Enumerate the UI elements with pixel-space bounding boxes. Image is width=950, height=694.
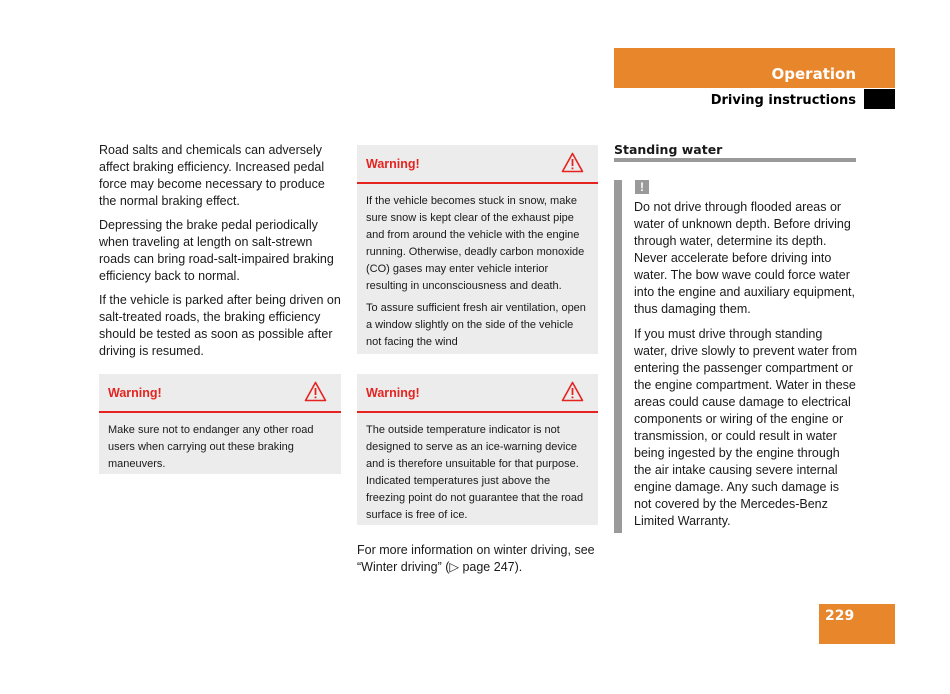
warning-triangle-icon [561, 152, 584, 173]
page-number-tab [819, 604, 895, 644]
warning-header [357, 145, 598, 184]
warning-text: To assure sufficient fresh air ventilation, open a window slightly on the side of the vehicle not facing the wind [366, 302, 586, 348]
section-title: Operation [771, 65, 856, 83]
warning-text: The outside temperature indicator is not designed to serve as an ice-warning device and is therefore unsuitable for that purpose. Indicated temperatures just above the freezing point do not guarantee that the road surface is free of ice. [366, 424, 584, 521]
warning-header [357, 374, 598, 413]
warning-label: Warning! [366, 157, 420, 171]
body-paragraph: If the vehicle is parked after being driven on salt-treated roads, the braking efficiency should be tested as soon as possible after driving is resumed. [99, 293, 341, 358]
page-number: 229 [825, 608, 855, 624]
section-tab [614, 48, 895, 88]
warning-text: Make sure not to endanger any other road users when carrying out these braking maneuvers. [108, 424, 314, 470]
chapter-marker [864, 89, 895, 109]
warning-header [99, 374, 341, 413]
standing-water-heading: Standing water [614, 142, 723, 157]
warning-label: Warning! [108, 386, 162, 400]
warning-label: Warning! [366, 386, 420, 400]
note-paragraph: Do not drive through flooded areas or water of unknown depth. Before driving through water, determine its depth. Never accelerate before driving into water. The bow wave could force water into the engine and auxiliary equipment, thus damaging them. [634, 200, 855, 316]
warning-box-braking [99, 374, 341, 474]
warning-box-temperature [357, 374, 598, 525]
warning-box-snow [357, 145, 598, 354]
warning-body [99, 413, 341, 473]
heading-rule [614, 158, 856, 162]
warning-text: If the vehicle becomes stuck in snow, make sure snow is kept clear of the exhaust pipe and from around the vehicle with the engine running. Otherwise, deadly carbon monoxide (CO) gases may enter vehicle interior resulting in unconsciousness and death. [366, 195, 585, 292]
note-side-bar [614, 180, 622, 533]
more-info-text: For more information on winter driving, see “Winter driving” (▷ page 247). [357, 543, 595, 574]
subsection-title: Driving instructions [710, 93, 856, 108]
body-paragraph: Road salts and chemicals can adversely affect braking efficiency. Increased pedal force may become necessary to produce the normal braking effect. [99, 143, 325, 208]
body-paragraph: Depressing the brake pedal periodically when traveling at length on salt-strewn roads can bring road-salt-impaired braking efficiency back to normal. [99, 218, 334, 283]
warning-triangle-icon [561, 381, 584, 402]
warning-triangle-icon [304, 381, 327, 402]
warning-body [357, 413, 598, 524]
notice-exclamation-icon: ! [635, 180, 649, 194]
note-paragraph: If you must drive through standing water, drive slowly to prevent water from entering the passenger compartment or the engine compartment. Water in these areas could cause damage to electrical components or wiring of the engine or transmission, or could result in water being ingested by the engine through the air intake causing severe internal engine damage. Any such damage is not covered by the Mercedes-Benz Limited Warranty. [634, 327, 857, 528]
warning-body [357, 184, 598, 351]
